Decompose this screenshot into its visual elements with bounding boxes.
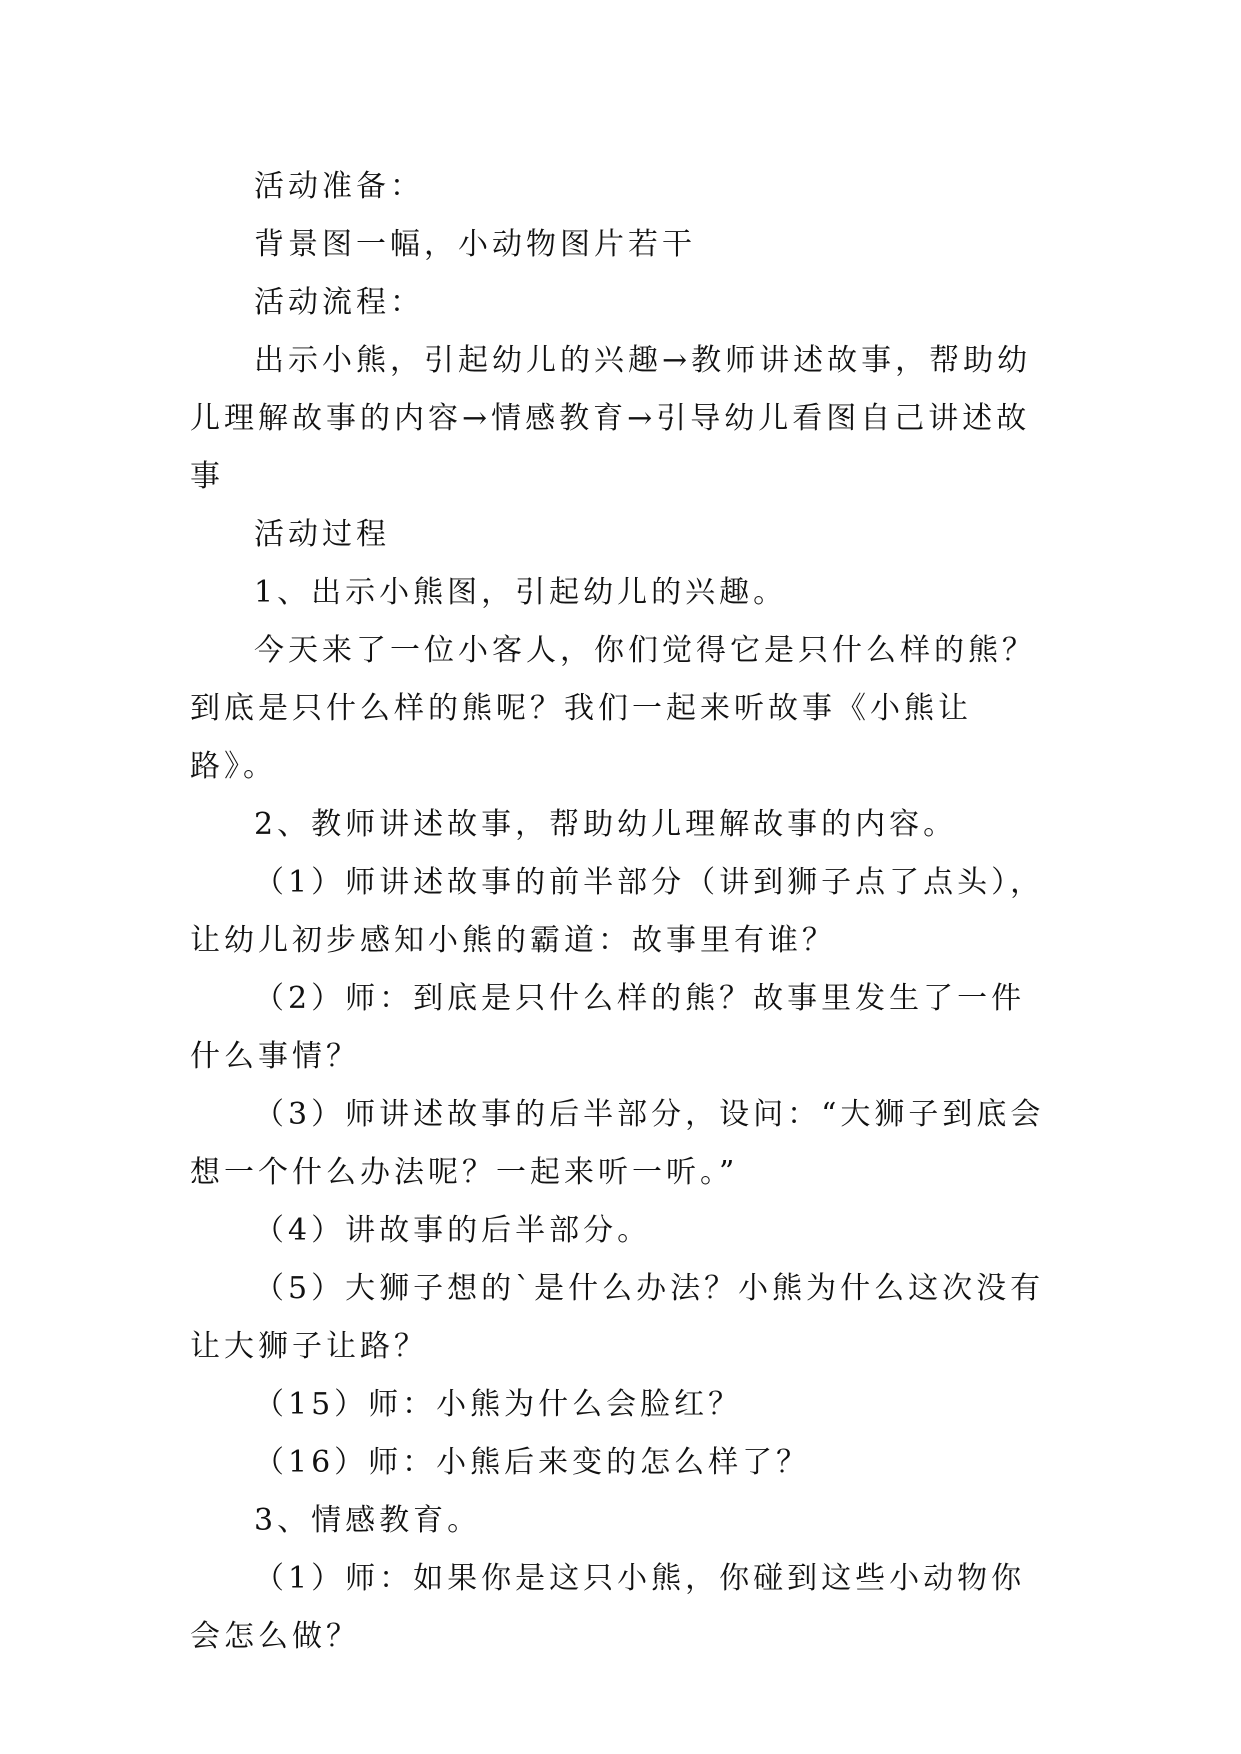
paragraph-step-2-item-5: （5）大狮子想的`是什么办法？小熊为什么这次没有让大狮子让路？ bbox=[190, 1271, 1045, 1364]
paragraph-step-2-item-2: （2）师：到底是只什么样的熊？故事里发生了一件什么事情？ bbox=[190, 981, 1026, 1074]
paragraph-flow-steps: 出示小熊，引起幼儿的兴趣→教师讲述故事，帮助幼儿理解故事的内容→情感教育→引导幼儿看图自己讲述故事 bbox=[190, 343, 1032, 494]
paragraph-step-1-detail: 今天来了一位小客人，你们觉得它是只什么样的熊？到底是只什么样的熊呢？我们一起来听故事《小熊让路》。 bbox=[190, 633, 1036, 784]
paragraph-flow-heading: 活动流程： bbox=[254, 285, 424, 320]
paragraph-step-2-item-1: （1）师讲述故事的前半部分（讲到狮子点了点头），让幼儿初步感知小熊的霸道：故事里有谁？ bbox=[190, 865, 1045, 958]
paragraph-step-3-item-1: （1）师：如果你是这只小熊，你碰到这些小动物你会怎么做？ bbox=[190, 1561, 1026, 1654]
paragraph-process-heading: 活动过程 bbox=[254, 517, 390, 552]
paragraph-step-2-item-16: （16）师：小熊后来变的怎么样了？ bbox=[254, 1445, 811, 1480]
paragraph-preparation-heading: 活动准备： bbox=[254, 169, 424, 204]
paragraph-step-2: 2、教师讲述故事，帮助幼儿理解故事的内容。 bbox=[254, 807, 958, 842]
paragraph-step-1: 1、出示小熊图，引起幼儿的兴趣。 bbox=[254, 575, 788, 610]
paragraph-step-2-item-4: （4）讲故事的后半部分。 bbox=[254, 1213, 652, 1248]
paragraph-step-3: 3、情感教育。 bbox=[254, 1503, 482, 1538]
paragraph-step-2-item-15: （15）师：小熊为什么会脸红？ bbox=[254, 1387, 743, 1422]
paragraph-preparation-materials: 背景图一幅，小动物图片若干 bbox=[254, 227, 696, 262]
document-body bbox=[190, 158, 1052, 1666]
paragraph-step-2-item-3: （3）师讲述故事的后半部分，设问：“大狮子到底会想一个什么办法呢？一起来听一听。” bbox=[190, 1097, 1045, 1190]
